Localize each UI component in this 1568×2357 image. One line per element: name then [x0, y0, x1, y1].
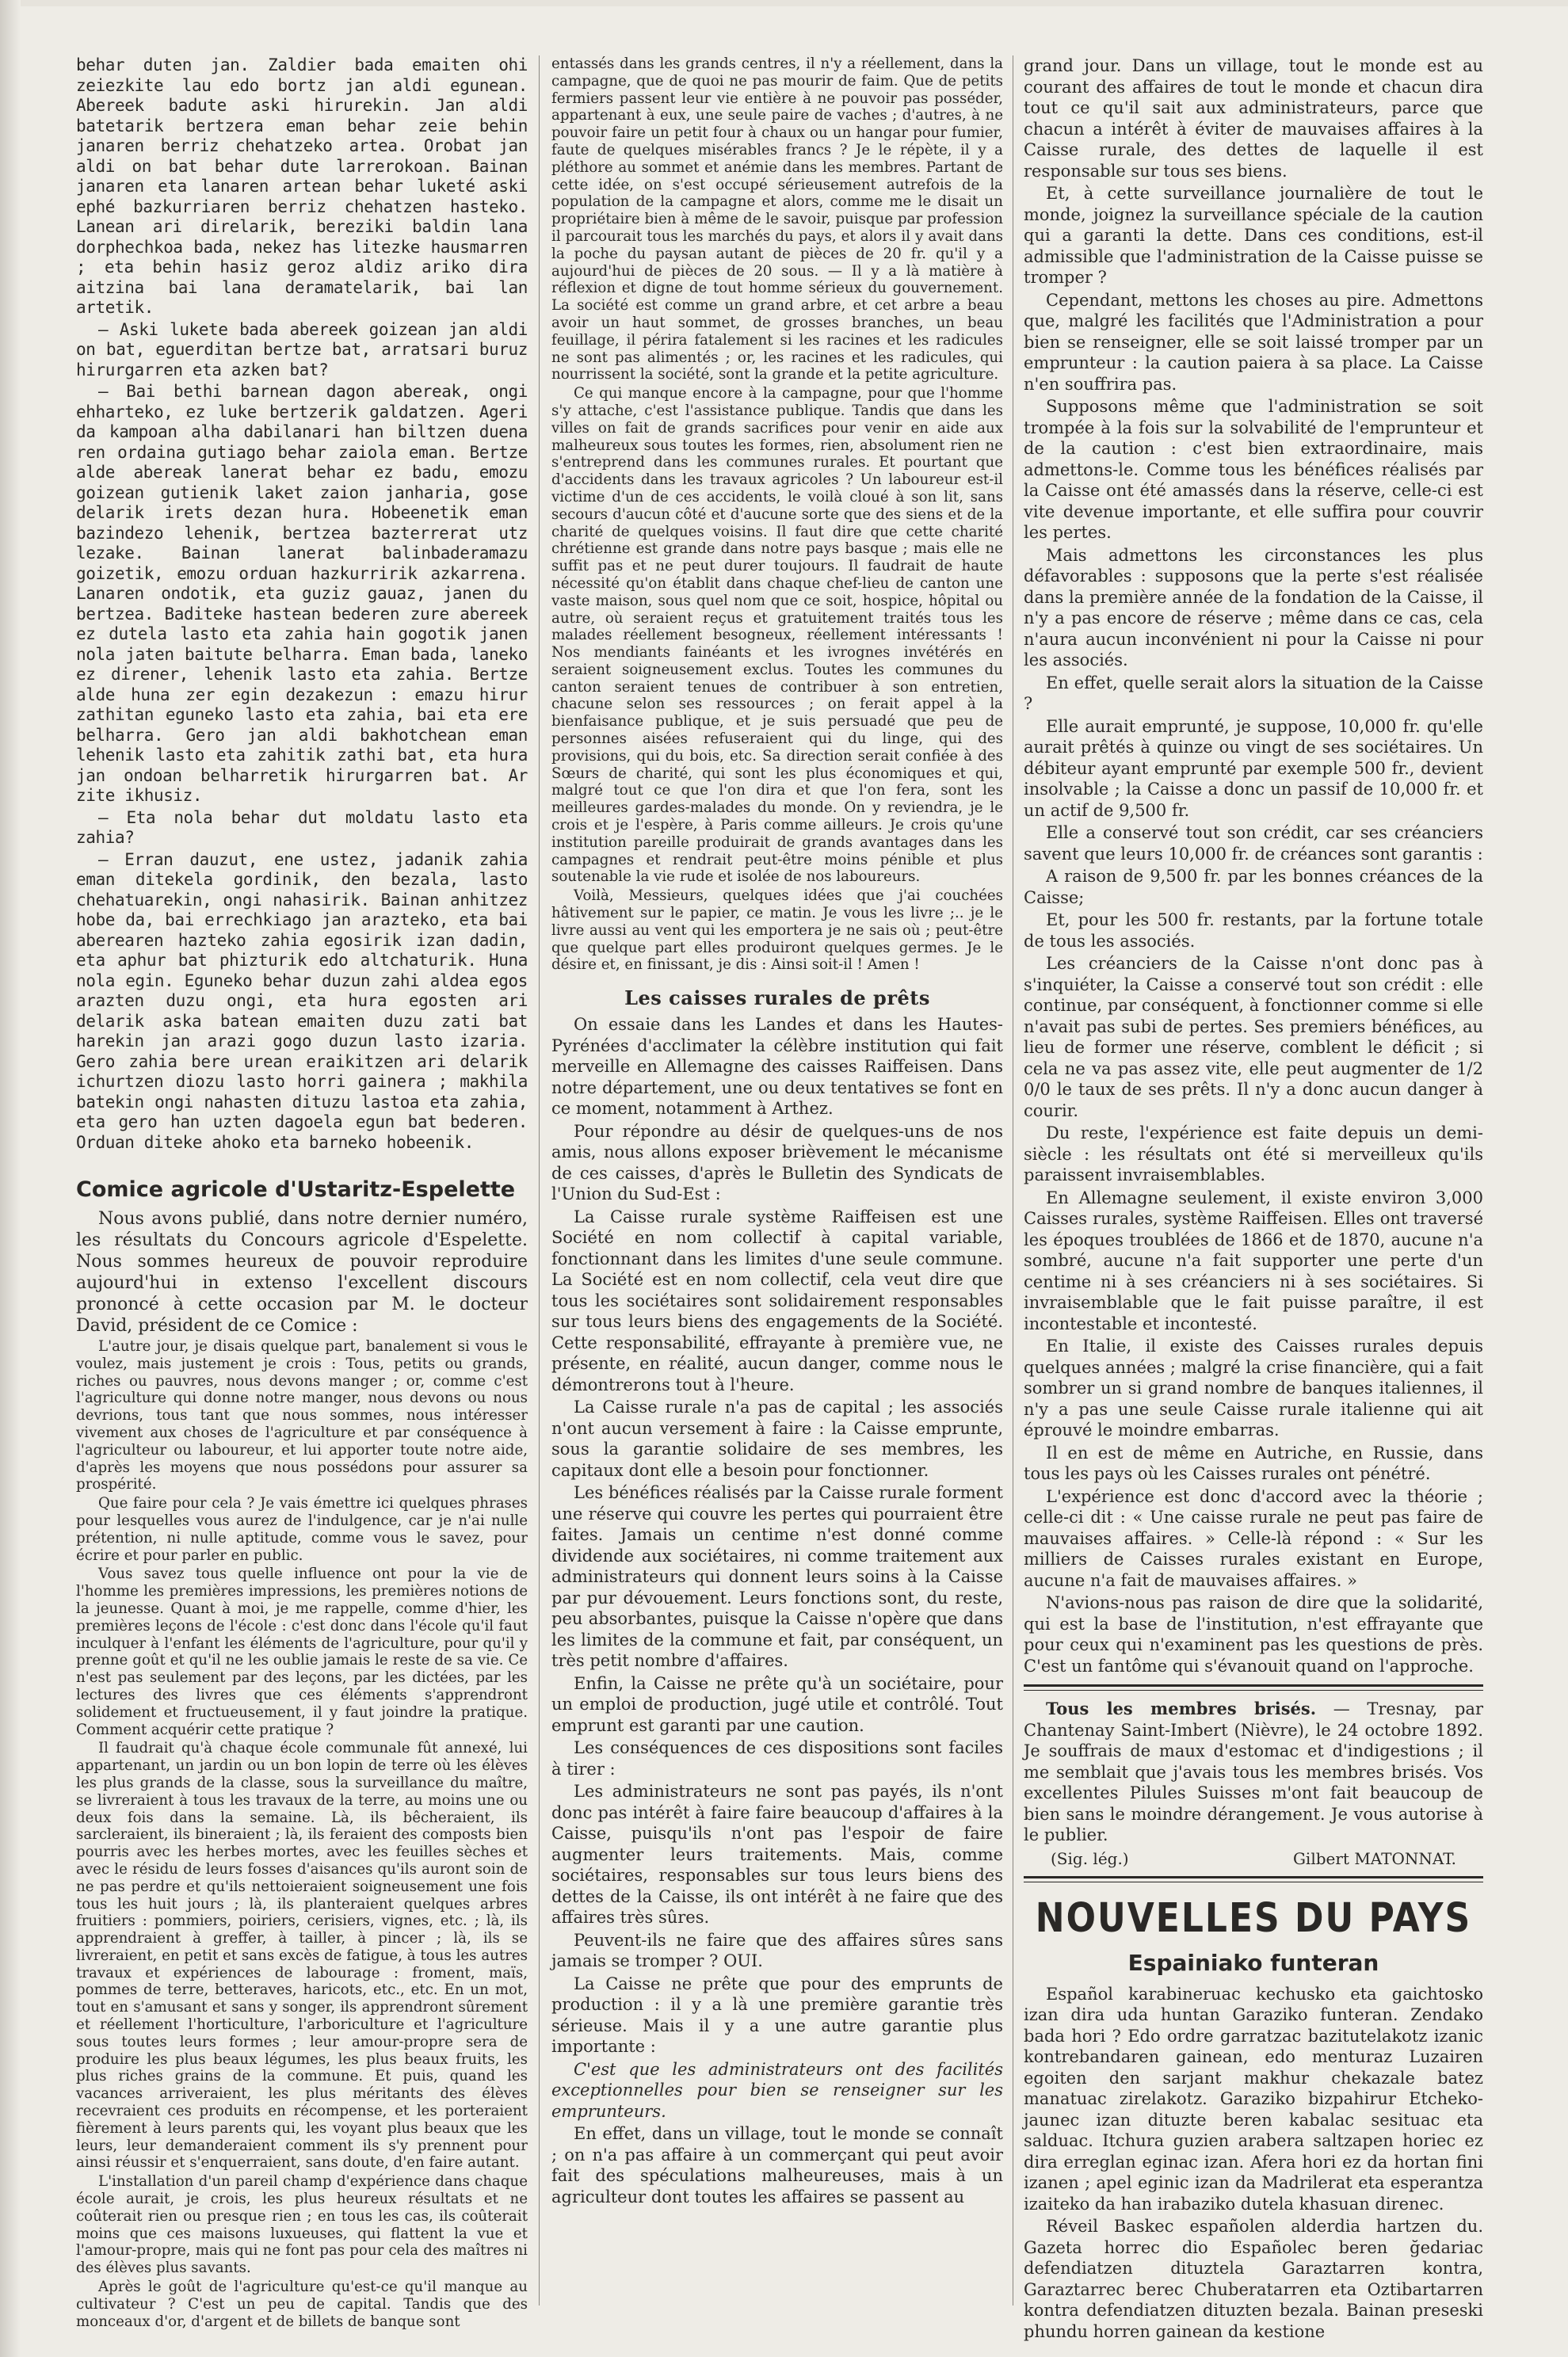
column-1	[76, 55, 528, 2330]
caisses-paragraph: En effet, quelle serait alors la situation de la Caisse ?	[1024, 673, 1483, 713]
basque-paragraph: — Bai bethi barnean dagon abereak, ongi ehharteko, ez luke bertzerik galdatzen. Ageri da kampoan alha dabilanari han biltzen duena ren ordaina gutiago behar zaiola eman. Bertze alde abereak lanerat behar ez badu, emozu goizean gutienik laket zaion janharia, gose delarik irets dezan hura. Hobeenetik eman bazindezo lehenik, bertzea bazterrerat utz lezake. Bainan lanerat balinbaderamazu goizetik, emozu orduan hazkurririk azkarrena. Lanaren ondotik, eta guziz gauaz, janen du bertzea. Baditeke hastean bederen zure abereek ez dutela lasto eta zahia hain gogotik janen nola jaten baitute belharra. Eman bada, laneko ez direner, lehenik lasto eta zahia. Bertze alde huna zer egin dezakezun : emazu hirur zathitan eguneko lasto eta zahia, bai eta ere belharra. Gero jan aldi bakhotchean eman lehenik lasto eta zahitik zathi bat, eta hura jan ondoan belharretik hirurgarren bat. Ar zite ikhusiz.	[76, 382, 528, 805]
speech-paragraph: L'installation d'un pareil champ d'expérience dans chaque école aurait, je crois, les plus heureux résultats et ne coûterait rien ou presque rien ; en tous les cas, ils coûterait moins que ces maisons luxueuses, qui flattent la vue et l'amour-propre, mais qui ne font pas pour cela des maîtres ni des élèves plus savants.	[76, 2173, 528, 2277]
ad-top-rule-thin	[1024, 1690, 1483, 1691]
speech-paragraph: Après le goût de l'agriculture qu'est-ce qu'il manque au cultivateur ? C'est un peu de capital. Tandis que des monceaux d'or, d'argent et de billets de banque sont	[76, 2279, 528, 2330]
caisses-paragraph: La Caisse ne prête que pour des emprunts de production : il y a là une première garantie très sérieuse. Mais il y a une autre garantie plus importante :	[551, 1974, 1003, 2057]
column-3	[1024, 55, 1483, 2341]
ad-signature	[1024, 1849, 1483, 1868]
caisses-paragraph: Les conséquences de ces dispositions sont faciles à tirer :	[551, 1738, 1003, 1779]
basque-paragraph: — Eta nola behar dut moldatu lasto eta zahia?	[76, 807, 528, 847]
ad-top-rule	[1024, 1684, 1483, 1687]
news-top-rule	[1024, 1876, 1483, 1878]
caisses-paragraph: Elle aurait emprunté, je suppose, 10,000 fr. qu'elle aurait prêtés à quinze ou vingt de ses sociétaires. Un débiteur ayant emprunté par exemple 500 fr., devient insolvable ; la Caisse a donc un passif de 10,000 fr. et un actif de 9,500 fr.	[1024, 716, 1483, 820]
ad-text: — Tresnay, par Chantenay Saint-Imbert (Nièvre), le 24 octobre 1892. Je souffrais de maux d'estomac et d'indigestions ; il me semblait que j'avais tous les membres brisés. Vos excellentes Pilules Suisses m'ont fait beaucoup de bien sans le moindre dérangement. Je vous autorise à le publier.	[1024, 1699, 1483, 1844]
column-rule-1	[539, 55, 540, 2306]
caisses-paragraph: En Allemagne seulement, il existe environ 3,000 Caisses rurales, système Raiffeisen. Elles ont traversé les époques troublées de 1866 et de 1870, aucune n'a sombré, aucune n'a fait supporter une perte d'un centime ni à ses créanciers ni à ses sociétaires. Si invraisemblable que le fait puisse paraître, il est incontestable et incontesté.	[1024, 1188, 1483, 1333]
caisses-paragraph: grand jour. Dans un village, tout le monde est au courant des affaires de tout le monde et chacun dira tout ce qu'il sait aux administrateurs, parce que chacun a intérêt à éviter de mauvaises affaires à la Caisse rurale, des dettes de laquelle il est responsable sur tous ses biens.	[1024, 56, 1483, 181]
caisses-paragraph: Elle a conservé tout son crédit, car ses créanciers savent que leurs 10,000 fr. de créances sont garantis :	[1024, 823, 1483, 864]
caisses-paragraph: A raison de 9,500 fr. par les bonnes créances de la Caisse;	[1024, 867, 1483, 907]
comice-intro: Nous avons publié, dans notre dernier numéro, les résultats du Concours agricole d'Espelette. Nous sommes heureux de pouvoir reproduire aujourd'hui in extenso l'excellent discours prononcé à cette occasion par M. le docteur David, président de ce Comice :	[76, 1209, 528, 1336]
speech-paragraph: L'autre jour, je disais quelque part, banalement si vous le voulez, mais justement je crois : Tous, petits ou grands, riches ou pauvres, nous devons manger ; or, comme c'est l'agriculture qui donne notre manger, nous devons ou nous devrions, tous tant que nous sommes, nous intéresser vivement aux choses de l'agriculture et par conséquence à l'agriculteur ou laboureur, et lui apporter toute notre aide, d'après les moyens que nous possédons pour assurer sa prospérité.	[76, 1338, 528, 1493]
basque-paragraph: — Aski lukete bada abereek goizean jan aldi on bat, eguerditan bertze bat, arratsari buruz hirurgarren eta azken bat?	[76, 319, 528, 379]
speech-paragraph: Ce qui manque encore à la campagne, pour que l'homme s'y attache, c'est l'assistance publique. Tandis que dans les villes on fait de grands sacrifices pour venir en aide aux malheureux sous toutes les formes, rien, absolument rien ne s'entreprend dans les communes rurales. Et pourtant que d'accidents dans les travaux agricoles ? Un laboureur est-il victime d'un de ces accidents, le voilà cloué à son lit, sans secours d'aucun côté et d'aucune sorte que des siens et de la charité de quelques voisins. Il faut dire que cette charité chrétienne est grande dans notre pays basque ; mais elle ne suffit pas et ne peut durer toujours. Il faudrait de haute nécessité qu'on établit dans chaque chef-lieu de canton une vaste maison, sous quel nom que ce soit, hospice, hôpital ou autre, où seraient reçus et gratuitement traités tous les malades réellement besogneux, réellement intéressants ! Nos mendiants fainéants et les ivrognes invétérés en seraient soigneusement exclus. Toutes les communes du canton seraient tenues de contribuer à son entretien, chacune selon ses ressources ; on ferait appel à la bienfaisance publique, et je suis persuadé que peu de personnes aisées refuseraient qui du linge, qui des provisions, qui du bois, etc. Sa direction serait confiée à des Sœurs de charité, qui sont les plus économiques et qui, malgré tout ce que l'on dira et que l'on fera, sont les meilleures gardes-malades du monde. On y reviendra, je le crois et je l'espère, à Paris comme ailleurs. Je crois qu'une institution pareille produirait de grands avantages dans les campagnes et rendrait peut-être moins pénible et plus soutenable la vie rude et isolée de nos laboureurs.	[551, 385, 1003, 886]
comice-section-title: Comice agricole d'Ustaritz-Espelette	[76, 1177, 516, 1202]
caisses-section-title: Les caisses rurales de prêts	[624, 986, 930, 1010]
caisses-paragraph: La Caisse rurale système Raiffeisen est une Société en nom collectif à capital variable, fonctionnant dans les limites d'une seule commune. La Société est en nom collectif, cela veut dire que tous les sociétaires sont solidairement responsables sur tous leurs biens des engagements de la Société. Cette responsabilité, effrayante à première vue, ne présente, en réalité, aucun danger, comme nous le démontrerons tout à l'heure.	[551, 1207, 1003, 1394]
column-2	[551, 55, 1003, 2306]
page-edge-shadow	[0, 0, 21, 2357]
speech-paragraph: Vous savez tous quelle influence ont pour la vie de l'homme les premières impressions, les premières notions de la jeunesse. Quant à moi, je me rappelle, comme d'hier, les premières leçons de l'école : c'est donc dans l'école qu'il faut inculquer à l'enfant les éléments de l'agriculture, pour qu'il y prenne goût et qu'il ne les oublie jamais le reste de sa vie. Ce n'est pas seulement par des leçons, par les dictées, par les lectures des livres que ces éléments s'apprendront solidement et fructueusement, il y faut joindre la pratique. Comment acquérir cette pratique ?	[76, 1566, 528, 1738]
caisses-paragraph: Et, à cette surveillance journalière de tout le monde, joignez la surveillance spéciale de la caution qui a garanti la dette. Dans ces conditions, est-il admissible que l'administration de la Caisse puisse se tromper ?	[1024, 184, 1483, 287]
caisses-paragraph: C'est que les administrateurs ont des facilités exceptionnelles pour bien se renseigner sur les emprunteurs.	[551, 2059, 1003, 2121]
news-paragraph: Réveil Baskec españolen alderdia hartzen du. Gazeta horrec dio Españolec beren ğedariac defendiatzen dituztela Garaztarren kontra, Garaztarrec berec Chuberatarren eta Oztibartarren kontra defendiatzen dituzten bezala. Bainan preseski phundu horren gainean da kestione	[1024, 2217, 1483, 2341]
caisses-paragraph: Et, pour les 500 fr. restants, par la fortune totale de tous les associés.	[1024, 910, 1483, 951]
caisses-paragraph: Supposons même que l'administration se soit trompée à la fois sur la solvabilité de l'emprunteur et de la caution : c'est bien extraordinaire, mais admettons-le. Comme tous les bénéfices réalisés par la Caisse ont été amassés dans la réserve, celle-ci est vite devenue importante, et elle suffira pour couvrir les pertes.	[1024, 397, 1483, 542]
ad-headline: Tous les membres brisés.	[1046, 1699, 1317, 1718]
caisses-paragraph: Cependant, mettons les choses au pire. Admettons que, malgré les facilités que l'Administration a pour bien se renseigner, elle se soit laissé tromper par un emprunteur : la caution paiera à sa place. La Caisse n'en souffrira pas.	[1024, 290, 1483, 394]
caisses-paragraph: Peuvent-ils ne faire que des affaires sûres sans jamais se tromper ? OUI.	[551, 1930, 1003, 1971]
caisses-paragraph: On essaie dans les Landes et dans les Hautes-Pyrénées d'acclimater la célèbre institution qui fait merveille en Allemagne des caisses Raiffeisen. Dans notre département, une ou deux tentatives se font en ce moment, notamment à Arthez.	[551, 1015, 1003, 1119]
news-subtitle: Espainiako funteran	[1127, 1949, 1379, 1976]
basque-paragraph: — Erran dauzut, ene ustez, jadanik zahia eman ditekela gordinik, den bezala, lasto chehatuarekin, ongi nahasirik. Bainan anhitzez hobe da, bai errechkiago jan arazteko, eta bai aberearen hazteko zahia egosirik izan dadin, eta aphur bat phizturik edo altchaturik. Huna nola egin. Eguneko behar duzun zahi aldea egos arazten duzu ongi, eta hura egosten ari delarik aska batean emaiten duzu zati bat harekin jan arazi gogo duzun lasto izaria. Gero zahia bere urean eraikitzen ari delarik ichurtzen diozu lasto horri gainera ; makhila batekin ongi nahasten dituzu lastoa eta zahia, eta gero han uzten dagoela egun bat bederen. Orduan diteke ahoko eta barneko hobeenik.	[76, 849, 528, 1152]
caisses-paragraph: En Italie, il existe des Caisses rurales depuis quelques années ; malgré la crise financière, qui a fait sombrer un si grand nombre de banques italiennes, il n'y a pas une seule Caisse rurale italienne qui ait éprouvé le moindre embarras.	[1024, 1337, 1483, 1440]
news-paragraph: Español karabineruac kechusko eta gaichtosko izan dira uda huntan Garaziko funteran. Zendako bada hori ? Edo ordre garratzac bazitutelakotz izanic kontrebandaren gainean, edo menturaz Luzairen egoiten den sarjant makhur chekazale batez manatuac zirelakotz. Garaziko bizpahirur Etcheko-jaunec izan dituzte beren kabalac sesituac eta salduac. Itchura guzien arabera saltzapen horiec ez dira erreglan eginac izan. Afera hori ez da hortan fini izanen ; apel eginic izan da Madrilerat eta esperantza izaiteko da han irabaziko dutela khasuan direnec.	[1024, 1984, 1483, 2214]
caisses-paragraph: Les administrateurs ne sont pas payés, ils n'ont donc pas intérêt à faire faire beaucoup d'affaires à la Caisse, puisqu'ils n'ont pas l'espoir de faire augmenter leurs traitements. Mais, comme sociétaires, responsables sur tous leurs biens des dettes de la Caisse, ils ont intérêt à ne faire que des affaires très sûres.	[551, 1782, 1003, 1928]
caisses-paragraph: L'expérience est donc d'accord avec la théorie ; celle-ci dit : « Une caisse rurale ne peut pas faire de mauvaises affaires. » Celle-là répond : « Sur les milliers de Caisses rurales existant en Europe, aucune n'a fait de mauvaises affaires. »	[1024, 1486, 1483, 1590]
speech-paragraph: Il faudrait qu'à chaque école communale fût annexé, lui appartenant, un jardin ou un bon lopin de terre où les élèves les plus grands de la classe, sous la surveillance du maître, se livreraient à tous les travaux de la terre, au moins une ou deux fois dans la semaine. Là, ils bêcheraient, ils sarcleraient, ils bineraient ; là, ils feraient des composts bien pourris avec les herbes mortes, avec les feuilles sèches et avec le résidu de leurs fosses d'aisances qu'ils auront soin de ne pas perdre et qu'ils nettoieraient soigneusement une fois tous les huit jours ; là, ils planteraient quelques arbres fruitiers : pommiers, poiriers, cerisiers, vignes, etc. ; là, ils apprendraient à greffer, à tailler, à pincer ; là, ils se livreraient, en petit et sans excès de fatigue, à tous les autres travaux et expériences de labourage : froment, maïs, pommes de terre, betteraves, haricots, etc., etc. En un mot, tout en s'amusant et sans y songer, ils apprendront sûrement et réellement l'horticulture, l'arboriculture et l'agriculture sous toutes leurs formes ; leur amour-propre sera de produire les plus beaux légumes, les plus beaux fruits, les plus riches grains de la commune. Et puis, quand les vacances arriveraient, les plus méritants des élèves recevraient ces produits en récompense, et les porteraient fièrement à leurs parents qui, les voyant plus beaux que les leurs, leur demanderaient comment ils s'y prennent pour ainsi réussir et s'enquerraient, sans doute, d'en faire autant.	[76, 1740, 528, 2172]
caisses-paragraph: La Caisse rurale n'a pas de capital ; les associés n'ont aucun versement à faire : la Caisse emprunte, sous la garantie solidaire de ses membres, les capitaux dont elle a besoin pour fonctionner.	[551, 1398, 1003, 1480]
caisses-paragraph: N'avions-nous pas raison de dire que la solidarité, qui est la base de l'institution, n'est effrayante que pour ceux qui n'examinent pas les questions de près. C'est un fantôme qui s'évanouit quand on l'approche.	[1024, 1593, 1483, 1676]
pilules-ad	[1024, 1699, 1483, 1846]
caisses-paragraph: Du reste, l'expérience est faite depuis un demi-siècle : les résultats ont été si merveilleux qu'ils paraissent invraisemblables.	[1024, 1123, 1483, 1184]
caisses-paragraph: En effet, dans un village, tout le monde se connaît ; on n'a pas affaire à un commerçant qui peut avoir fait des spéculations malheureuses, mais à un agriculteur dont toutes les affaires se passent au	[551, 2124, 1003, 2206]
caisses-paragraph: Enfin, la Caisse ne prête qu'à un sociétaire, pour un emploi de production, jugé utile et contrôlé. Tout emprunt est garanti par une caution.	[551, 1673, 1003, 1735]
speech-paragraph: Que faire pour cela ? Je vais émettre ici quelques phrases pour lesquelles vous aurez de l'indulgence, car je n'ai nulle prétention, ni nulle aptitude, comme vous le savez, pour écrire et pour parler en public.	[76, 1495, 528, 1564]
speech-paragraph: Voilà, Messieurs, quelques idées que j'ai couchées hâtivement sur le papier, ce matin. Je vous les livre ;.. je le livre aussi au vent qui les emportera je ne sais où ; peut-être que quelque part elles produiront quelques germes. Je le désire et, en finissant, je dis : Ainsi soit-il ! Amen !	[551, 887, 1003, 974]
basque-paragraph: behar duten jan. Zaldier bada emaiten ohi zeiezkite lau edo bortz jan aldi egunean. Abereek badute aski hirurekin. Jan aldi batetarik bertzera eman behar zeie behin janaren berriz chehatzeko artea. Orobat jan aldi on bat behar dute larrerokoan. Bainan janaren eta lanaren artean behar luketé aski ephé bazkurriaren berriz chehatzen hasteko. Lanean ari direlarik, bereziki baldin lana dorphechkoa bada, nekez has litezke hausmarren ; eta behin hasiz geroz aldiz ariko dira aitzina bai lana deramatelarik, bai lan artetik.	[76, 55, 528, 317]
news-title: NOUVELLES DU PAYS	[1035, 1894, 1472, 1942]
caisses-paragraph: Les bénéfices réalisés par la Caisse rurale forment une réserve qui couvre les pertes qui pourraient être faites. Jamais un centime n'est donné comme dividende aux sociétaires, ni comme traitement aux administrateurs qui donnent leurs soins à la Caisse par pur dévouement. Leurs fonctions sont, du reste, peu absorbantes, puisque la Caisse n'opère que dans les limites de la commune et fait, par conséquent, un très petit nombre d'affaires.	[551, 1483, 1003, 1671]
caisses-paragraph: Les créanciers de la Caisse n'ont donc pas à s'inquiéter, la Caisse a conservé tout son crédit : elle continue, par conséquent, à fonctionner comme si elle n'avait pas subi de pertes. Ses premiers bénéfices, au lieu de former une réserve, comblent le déficit ; si cela ne va pas assez vite, elle peut augmenter de 1/2 0/0 le taux de ses prêts. Il n'y a donc aucun danger à courir.	[1024, 954, 1483, 1120]
caisses-paragraph: Pour répondre au désir de quelques-uns de nos amis, nous allons exposer brièvement le mécanisme de ces caisses, d'après le Bulletin des Syndicats de l'Union du Sud-Est :	[551, 1121, 1003, 1204]
caisses-paragraph: Il en est de même en Autriche, en Russie, dans tous les pays où les Caisses rurales ont pénétré.	[1024, 1443, 1483, 1483]
ad-sig-left: (Sig. lég.)	[1051, 1848, 1129, 1868]
caisses-paragraph: Mais admettons les circonstances les plus défavorables : supposons que la perte s'est réalisée dans la première année de la fondation de la Caisse, il n'y a pas encore de réserve ; même dans ce cas, cela n'aura aucun inconvénient ni pour la Caisse ni pour les associés.	[1024, 545, 1483, 669]
top-edge	[0, 0, 1568, 6]
ad-sig-right: Gilbert MATONNAT.	[1292, 1848, 1456, 1868]
speech-paragraph: entassés dans les grands centres, il n'y a réellement, dans la campagne, que de quoi ne pas mourir de faim. Que de petits fermiers passent leur vie entière à ne pouvoir pas posséder, appartenant à eux, une seule paire de vaches ; d'autres, à ne pouvoir faire un petit four à chaux ou un hangar pour fumier, faute de quelques misérables francs ? Je le répète, il y a pléthore au sommet et anémie dans les membres. Partant de cette idée, on s'est occupé sérieusement autrefois de la population de la campagne et alors, comme me le disait un propriétaire bien à même de le savoir, puisque par profession il parcourait tous les marchés du pays, et alors il y avait dans la poche du paysan autant de pièces de 20 fr. qu'il y a aujourd'hui de pièces de 20 sous. — Il y a là matière à réflexion et digne de tout homme sérieux du gouvernement. La société est comme un grand arbre, et cet arbre a beau avoir un haut sommet, de grosses branches, un beau feuillage, il périra fatalement si les racines et les radicules ne sont pas alimentés ; or, les racines et les radicules, qui nourrissent la société, sont la grande et la petite agriculture.	[551, 55, 1003, 383]
